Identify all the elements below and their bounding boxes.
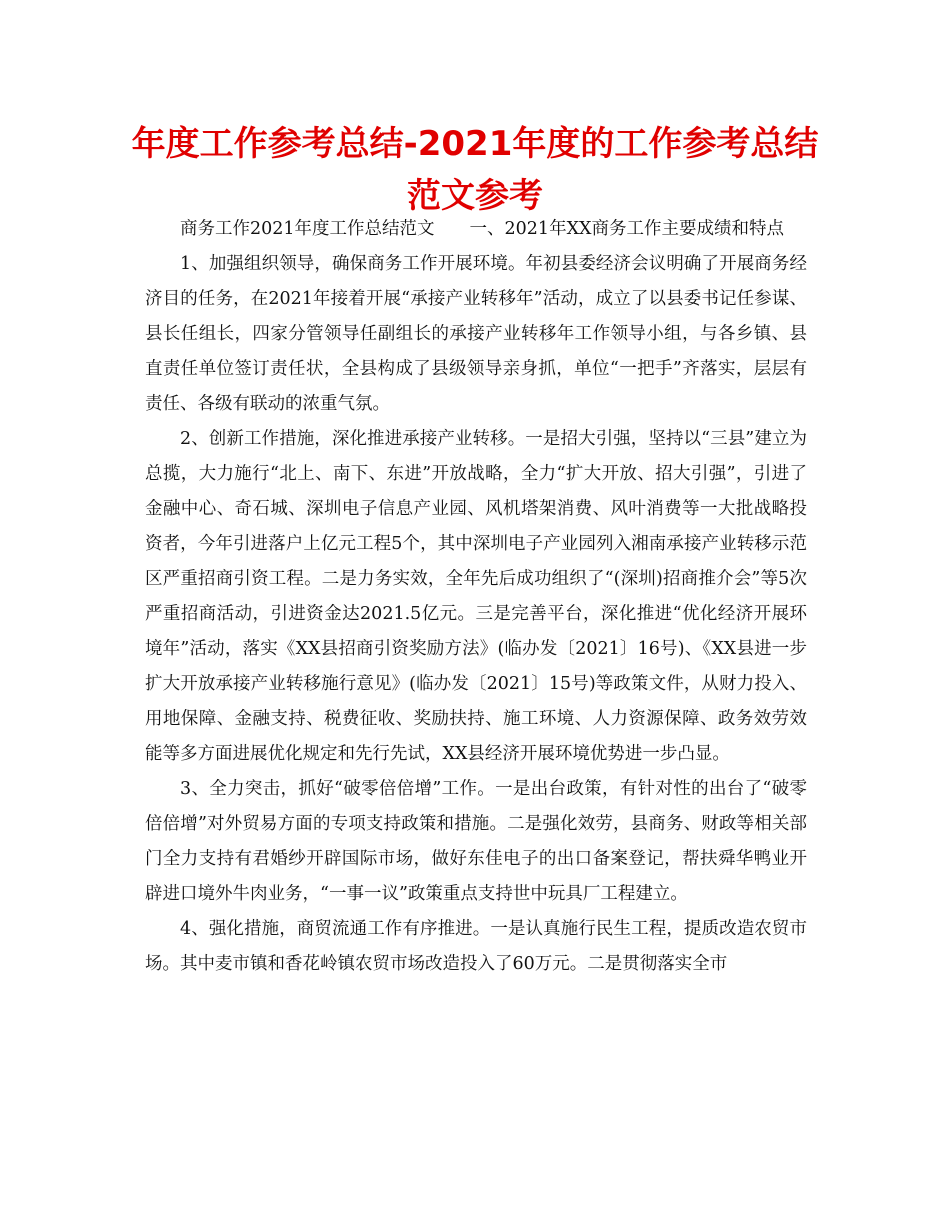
paragraph-2: 2、创新工作措施，深化推进承接产业转移。一是招大引强，坚持以“三县”建立为总揽，大力施行“北上、南下、东进”开放战略，全力“扩大开放、招大引强”，引进了金融中心、奇石城、深圳电子信息产业园、风机塔架消费、风叶消费等一大批战略投资者，今年引进落户上亿元工程5个，其中深圳电子产业园列入湘南承接产业转移示范区严重招商引资工程。二是力务实效，全年先后成功组织了“(深圳)招商推介会”等5次严重招商活动，引进资金达2021.5亿元。三是完善平台，深化推进“优化经济开展环境年”活动，落实《XX县招商引资奖励方法》(临办发〔2021〕16号)、《XX县进一步扩大开放承接产业转移施行意见》(临办发〔2021〕15号)等政策文件，从财力投入、用地保障、金融支持、税费征收、奖励扶持、施工环境、人力资源保障、政务效劳效能等多方面进展优化规定和先行先试，XX县经济开展环境优势进一步凸显。 — [145, 429, 807, 764]
paragraph-1: 1、加强组织领导，确保商务工作开展环境。年初县委经济会议明确了开展商务经济目的任务，在2021年接着开展“承接产业转移年”活动，成立了以县委书记任参谋、县长任组长，四家分管领导任副组长的承接产业转移年工作领导小组，与各乡镇、县直责任单位签订责任状，全县构成了县级领导亲身抓，单位“一把手”齐落实，层层有责任、各级有联动的浓重气氛。 — [145, 254, 807, 414]
paragraph-4: 4、强化措施，商贸流通工作有序推进。一是认真施行民生工程，提质改造农贸市场。其中麦市镇和香花岭镇农贸市场改造投入了60万元。二是贯彻落实全市 — [145, 919, 807, 974]
paragraph-3: 3、全力突击，抓好“破零倍倍增”工作。一是出台政策，有针对性的出台了“破零倍倍增”对外贸易方面的专项支持政策和措施。二是强化效劳，县商务、财政等相关部门全力支持有君婚纱开辟国际市场，做好东佳电子的出口备案登记，帮扶舜华鸭业开辟进口境外牛肉业务，“一事一议”政策重点支持世中玩具厂工程建立。 — [145, 779, 807, 904]
paragraph-intro: 商务工作2021年度工作总结范文 一、2021年XX商务工作主要成绩和特点 — [180, 219, 784, 239]
document-body — [145, 212, 807, 982]
document-title: 年度工作参考总结-2021年度的工作参考总结范文参考 — [131, 124, 819, 216]
